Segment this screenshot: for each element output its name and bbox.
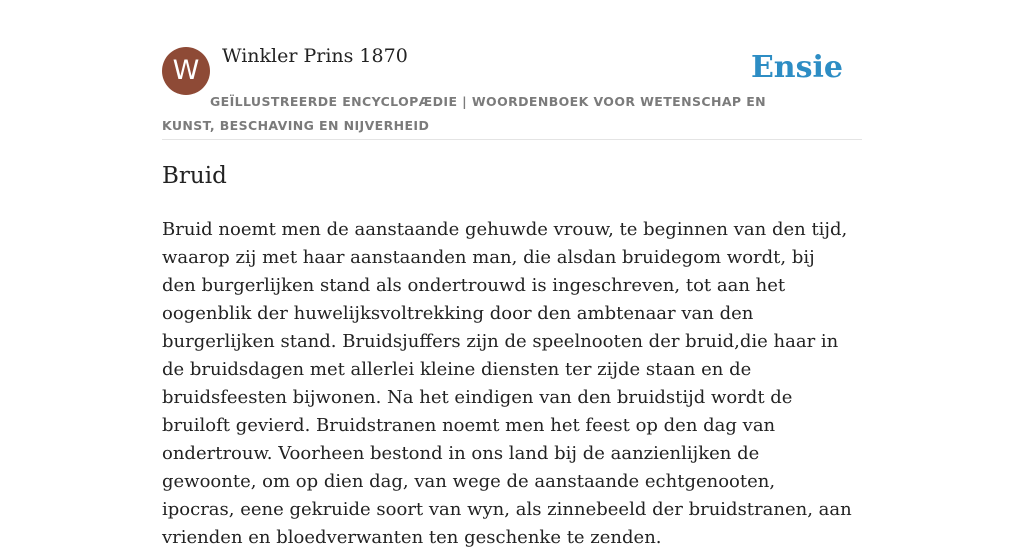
ensie-logo[interactable]: Ensie <box>750 50 843 85</box>
source-subtitle: GEÏLLUSTREERDE ENCYCLOPÆDIE | WOORDENBOEK VOOR WETENSCHAP EN KUNST, BESCHAVING EN NIJVERHEID <box>162 94 767 133</box>
source-avatar[interactable]: W <box>162 47 210 95</box>
article-body: Bruid noemt men de aanstaande gehuwde vrouw, te beginnen van den tijd, waarop zij met haar aanstaanden man, die alsdan bruidegom wordt, bij den burgerlijken stand als ondertrouwd is ingeschreven, tot aan het oogenblik der huwelijksvoltrekking door den ambtenaar van den burgerlijken stand. Bruidsjuffers zijn de speelnooten der bruid,die haar in de bruidsdagen met allerlei kleine diensten ter zijde staan en de bruidsfeesten bijwonen. Na het eindigen van den bruidstijd wordt de bruiloft gevierd. Bruidstranen noemt men het feest op den dag van ondertrouw. Voorheen bestond in ons land bij de aanzienlijken de gewoonte, om op dien dag, van wege de aanstaande echtgenooten, ipocras, eene gekruide soort van wyn, als zinnebeeld der bruidstranen, aan vrienden en bloedverwanten ten geschenke te zenden. <box>162 219 852 548</box>
source-title[interactable]: Winkler Prins 1870 <box>222 45 408 67</box>
article-title: Bruid <box>162 163 227 189</box>
header-divider <box>162 139 862 140</box>
